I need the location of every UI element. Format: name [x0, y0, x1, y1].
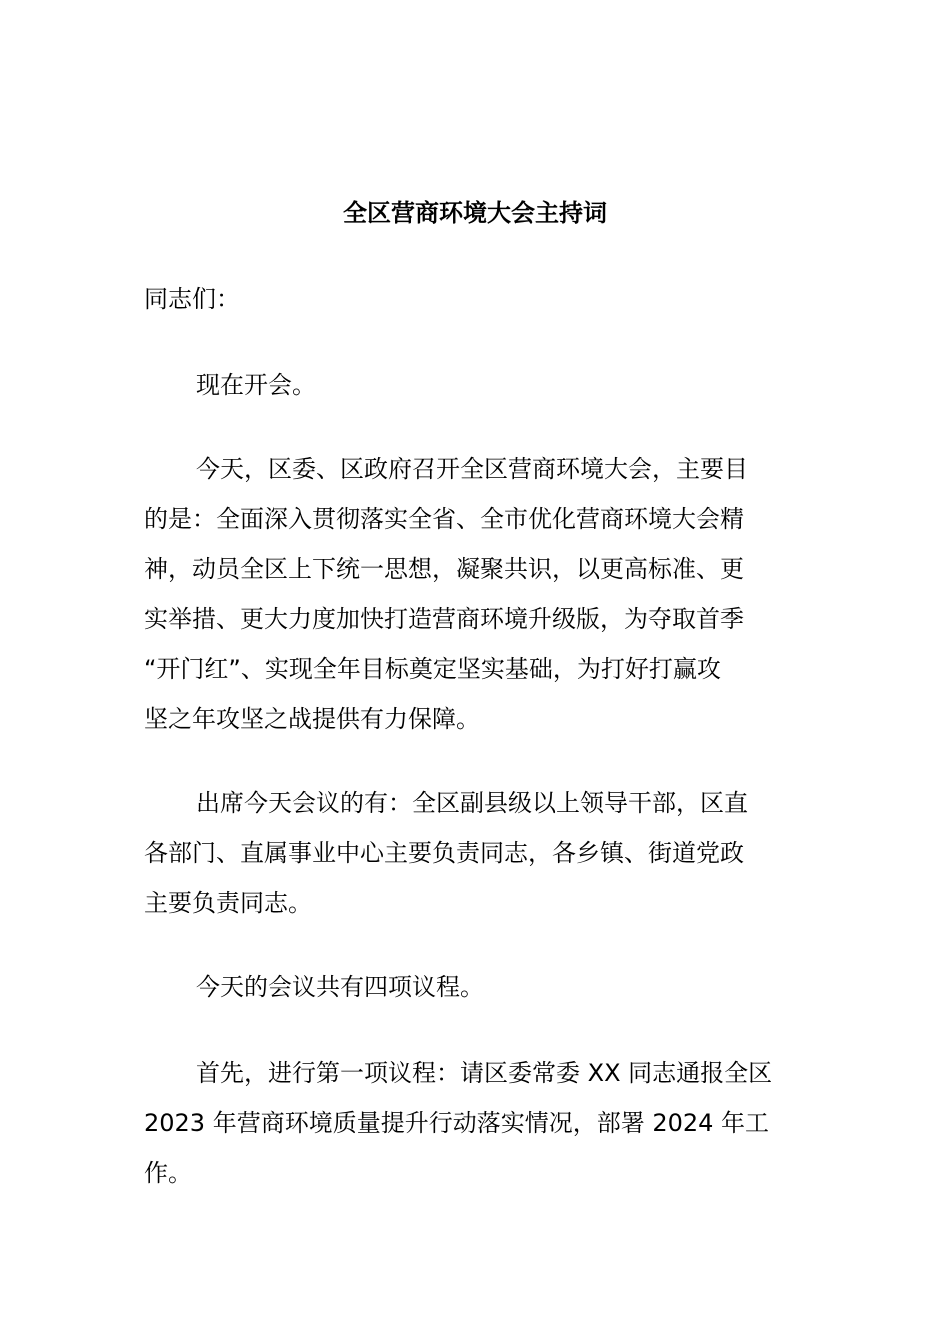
- paragraph-line: 的是：全面深入贯彻落实全省、全市优化营商环境大会精: [144, 505, 744, 533]
- paragraph-line: 神，动员全区上下统一思想，凝聚共识，以更高标准、更: [144, 555, 744, 583]
- paragraph-line: 2023 年营商环境质量提升行动落实情况，部署 2024 年工: [144, 1109, 770, 1137]
- salutation: 同志们：: [144, 285, 240, 313]
- paragraph-line: 各部门、直属事业中心主要负责同志，各乡镇、街道党政: [144, 839, 744, 867]
- paragraph-line: 主要负责同志。: [144, 889, 312, 917]
- paragraph-line: 出席今天会议的有：全区副县级以上领导干部，区直: [196, 789, 748, 817]
- paragraph-line: 作。: [144, 1159, 192, 1187]
- paragraph-line: 现在开会。: [196, 371, 316, 399]
- paragraph-line: 坚之年攻坚之战提供有力保障。: [144, 705, 480, 733]
- paragraph-agenda-count: [144, 962, 806, 1012]
- paragraph-purpose: [144, 444, 806, 744]
- paragraph-line: 实举措、更大力度加快打造营商环境升级版，为夺取首季: [144, 605, 744, 633]
- document-title: 全区营商环境大会主持词: [343, 199, 607, 227]
- paragraph-line: 今天的会议共有四项议程。: [196, 973, 484, 1001]
- paragraph-first-agenda: [144, 1048, 806, 1198]
- paragraph-line: 今天，区委、区政府召开全区营商环境大会，主要目: [196, 455, 748, 483]
- paragraph-attendees: [144, 778, 806, 928]
- paragraph-line: 首先，进行第一项议程：请区委常委 XX 同志通报全区: [196, 1059, 773, 1087]
- paragraph-open-meeting: [144, 360, 806, 410]
- paragraph-line: “开门红”、实现全年目标奠定坚实基础，为打好打赢攻: [144, 655, 721, 683]
